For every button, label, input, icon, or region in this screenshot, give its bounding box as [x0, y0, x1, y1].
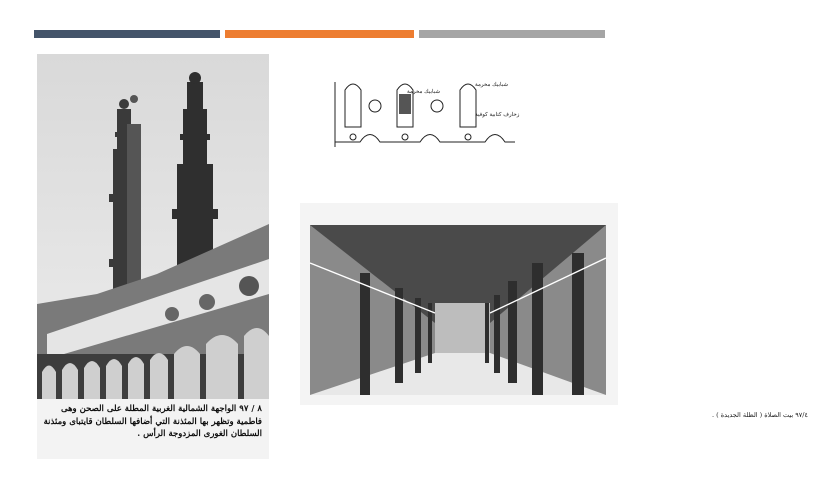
accent-bar-gray	[419, 30, 605, 38]
diagram-label-kufic: زخارف كتابية كوفية	[475, 112, 520, 118]
prayer-hall-illustration	[300, 203, 618, 405]
accent-bar-orange	[225, 30, 414, 38]
accent-bar-dark	[34, 30, 220, 38]
prayer-hall-photo	[300, 203, 808, 419]
right-figure-caption: ٩٧/٤ بيت الصلاة ( الظلة الجديدة ) .	[712, 411, 808, 419]
diagram-label-windows-left: شبابيك مخرمة	[407, 89, 440, 95]
mosque-facade-photo	[37, 54, 269, 459]
mosque-facade-illustration	[37, 54, 269, 459]
window-diagram	[325, 72, 525, 162]
diagram-label-windows: شبابيك مخرمة	[475, 82, 508, 88]
left-figure-caption: ٨ / ٩٧ الواجهة الشمالية الغربية المطلة على الصحن وهى فاطمية وتظهر بها المئذنة التي أضافها السلطان قايتباى ومئذنة السلطان الغورى المزدوجة الرأس .	[43, 404, 262, 439]
